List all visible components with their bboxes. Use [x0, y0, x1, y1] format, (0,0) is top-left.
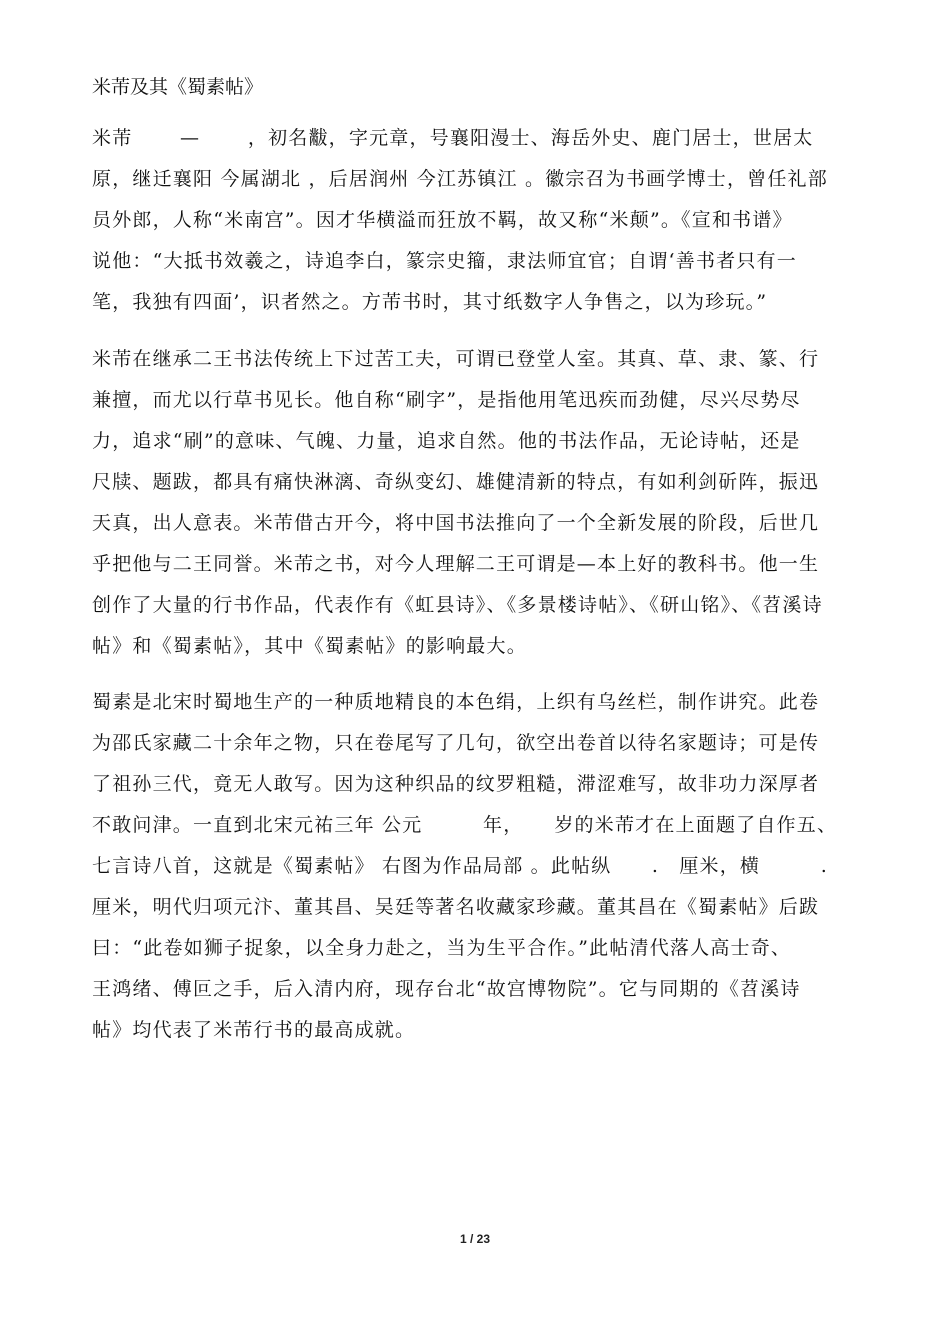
- text-line: 尺牍、题跋，都具有痛快淋漓、奇纵变幻、雄健清新的特点，有如利剑斫阵，振迅: [92, 471, 820, 493]
- text-line: 笔，我独有四面’，识者然之。方芾书时，其寸纸数字人争售之，以为珍玩。”: [92, 291, 768, 313]
- text-line: 原，继迁襄阳 今属湖北 ，后居润州 今江苏镇江 。徽宗召为书画学博士，曾任礼部: [92, 168, 828, 190]
- text-line: 了祖孙三代，竟无人敢写。因为这种织品的纹罗粗糙，滞涩难写，故非功力深厚者: [92, 773, 820, 795]
- text-line: 乎把他与二王同誉。米芾之书，对今人理解二王可谓是—本上好的教科书。他一生: [92, 553, 820, 575]
- document-title: 米芾及其《蜀素帖》: [92, 76, 264, 98]
- text-line: 米芾 — ，初名黻，字元章，号襄阳漫士、海岳外史、鹿门居士，世居太: [92, 127, 814, 149]
- text-line: 说他：“大抵书效羲之，诗追李白，篆宗史籀，隶法师宜官；自谓‘善书者只有一: [92, 250, 797, 272]
- text-line: 王鸿绪、傅叵之手，后入清内府，现存台北“故宫博物院”。它与同期的《苕溪诗: [92, 978, 801, 1000]
- text-line: 七言诗八首，这就是《蜀素帖》 右图为作品局部 。此帖纵 . 厘米，横 .: [92, 855, 828, 877]
- text-line: 为邵氏家藏二十余年之物，只在卷尾写了几句，欲空出卷首以待名家题诗；可是传: [92, 732, 820, 754]
- paragraph-2: [92, 339, 862, 667]
- text-line: 厘米，明代归项元汴、董其昌、吴廷等著名收藏家珍藏。董其昌在《蜀素帖》后跋: [92, 896, 820, 918]
- text-line: 天真，出人意表。米芾借古开今，将中国书法推向了一个全新发展的阶段，后世几: [92, 512, 820, 534]
- text-line: 帖》均代表了米芾行书的最高成就。: [92, 1019, 416, 1041]
- text-line: 曰：“此卷如狮子捉象，以全身力赴之，当为生平合作。”此帖清代落人高士奇、: [92, 937, 792, 959]
- text-line: 力，追求“刷”的意味、气魄、力量，追求自然。他的书法作品，无论诗帖，还是: [92, 430, 801, 452]
- text-line: 不敢问津。一直到北宋元祐三年 公元 年， 岁的米芾才在上面题了自作五、: [92, 814, 838, 836]
- page-number: 1 / 23: [459, 1232, 491, 1246]
- text-line: 米芾在继承二王书法传统上下过苦工夫，可谓已登堂人室。其真、草、隶、篆、行: [92, 348, 820, 370]
- text-line: 兼擅，而尤以行草书见长。他自称“刷字”，是指他用笔迅疾而劲健，尽兴尽势尽: [92, 389, 801, 411]
- text-line: 帖》和《蜀素帖》，其中《蜀素帖》的影响最大。: [92, 635, 527, 657]
- text-line: 员外郎，人称“米南宫”。因才华横溢而狂放不羁，故又称“米颠”。《宣和书谱》: [92, 209, 793, 231]
- text-line: 蜀素是北宋时蜀地生产的一种质地精良的本色绢，上织有乌丝栏，制作讲究。此卷: [92, 691, 820, 713]
- paragraph-1: [92, 118, 862, 323]
- text-line: 创作了大量的行书作品，代表作有《虹县诗》、《多景楼诗帖》、《研山铭》、《苕溪诗: [92, 594, 823, 616]
- paragraph-3: [92, 682, 862, 1051]
